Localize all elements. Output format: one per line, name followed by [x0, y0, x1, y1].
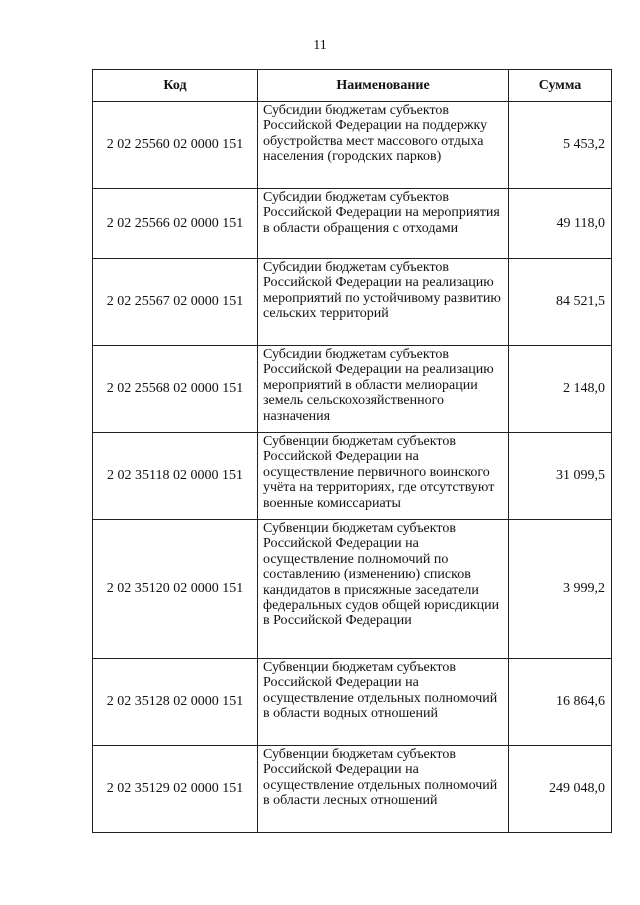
- name-cell: Субвенции бюджетам субъектов Российской Федерации на осуществление полномочий по составлению (изменению) списков кандидатов в присяжные заседатели федеральных судов общей юрисдикции в Российской Федерации: [258, 520, 509, 659]
- sum-cell: 3 999,2: [509, 520, 612, 659]
- table-row: [93, 102, 612, 189]
- sum-cell: 16 864,6: [509, 659, 612, 746]
- name-cell: Субвенции бюджетам субъектов Российской Федерации на осуществление отдельных полномочий в области лесных отношений: [258, 746, 509, 833]
- name-cell: Субсидии бюджетам субъектов Российской Федерации на мероприятия в области обращения с отходами: [258, 189, 509, 259]
- code-cell: 2 02 35120 02 0000 151: [93, 520, 258, 659]
- code-cell: 2 02 25568 02 0000 151: [93, 346, 258, 433]
- code-cell: 2 02 35118 02 0000 151: [93, 433, 258, 520]
- header-sum: Сумма: [509, 70, 612, 102]
- sum-cell: 31 099,5: [509, 433, 612, 520]
- name-cell: Субсидии бюджетам субъектов Российской Федерации на поддержку обустройства мест массового отдыха населения (городских парков): [258, 102, 509, 189]
- name-cell: Субсидии бюджетам субъектов Российской Федерации на реализацию мероприятий по устойчивому развитию сельских территорий: [258, 259, 509, 346]
- budget-table: [92, 69, 612, 833]
- sum-cell: 84 521,5: [509, 259, 612, 346]
- sum-cell: 5 453,2: [509, 102, 612, 189]
- table-row: [93, 520, 612, 659]
- code-cell: 2 02 25567 02 0000 151: [93, 259, 258, 346]
- table-row: [93, 746, 612, 833]
- sum-cell: 49 118,0: [509, 189, 612, 259]
- code-cell: 2 02 35129 02 0000 151: [93, 746, 258, 833]
- header-name: Наименование: [258, 70, 509, 102]
- table-row: [93, 259, 612, 346]
- page-number: 11: [313, 38, 327, 53]
- table-row: [93, 659, 612, 746]
- table-row: [93, 189, 612, 259]
- name-cell: Субвенции бюджетам субъектов Российской Федерации на осуществление первичного воинского учёта на территориях, где отсутствуют военные комиссариаты: [258, 433, 509, 520]
- header-code: Код: [93, 70, 258, 102]
- sum-cell: 249 048,0: [509, 746, 612, 833]
- sum-cell: 2 148,0: [509, 346, 612, 433]
- table-row: [93, 433, 612, 520]
- code-cell: 2 02 25560 02 0000 151: [93, 102, 258, 189]
- name-cell: Субвенции бюджетам субъектов Российской Федерации на осуществление отдельных полномочий в области водных отношений: [258, 659, 509, 746]
- table-row: [93, 346, 612, 433]
- code-cell: 2 02 25566 02 0000 151: [93, 189, 258, 259]
- table-header-row: [93, 70, 612, 102]
- code-cell: 2 02 35128 02 0000 151: [93, 659, 258, 746]
- name-cell: Субсидии бюджетам субъектов Российской Федерации на реализацию мероприятий в области мелиорации земель сельскохозяйственного назначения: [258, 346, 509, 433]
